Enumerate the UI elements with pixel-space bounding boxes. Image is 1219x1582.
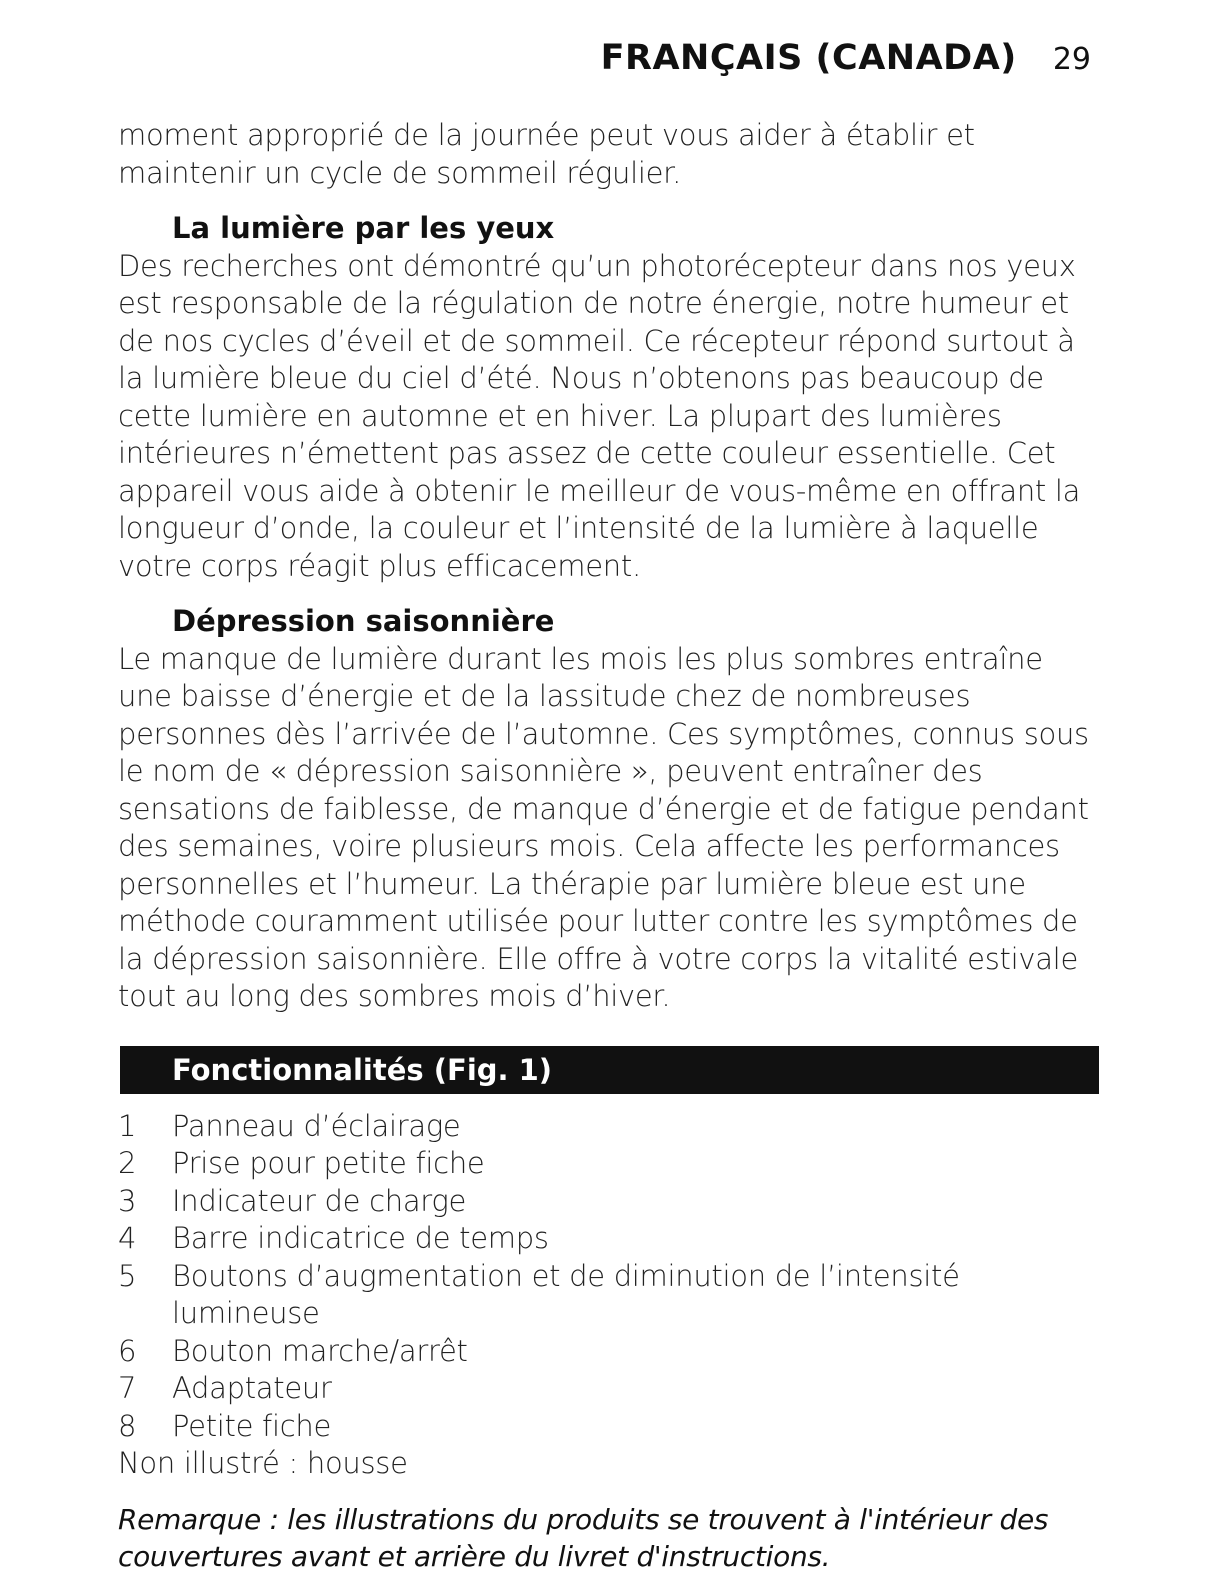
note-text: Remarque : les illustrations du produits se trouvent à l'intérieur des couvertures avant et arrière du livret d'instructions. (118, 1502, 1049, 1573)
list-item (118, 1408, 1093, 1446)
features-heading: Fonctionnalités (Fig. 1) (172, 1052, 553, 1087)
list-item-number: 4 (118, 1221, 137, 1255)
list-item (118, 1258, 1093, 1333)
list-item-label: Bouton marche/arrêt (172, 1333, 468, 1368)
section-paragraph-seasonal-depression: Le manque de lumière durant les mois les plus sombres entraîne une baisse d’énergie et de la lassitude chez de nombreuses personnes dès l’arrivée de l’automne. Ces symptômes, connus sous le nom de « dépression saisonnière », peuvent entraîner des sensations de faiblesse, de manque d’énergie et de fatigue pendant des semaines, voire plusieurs mois. Cela affecte les performances personnelles et l’humeur. La thérapie par lumière bleue est une méthode couramment utilisée pour lutter contre les symptômes de la dépression saisonnière. Elle offre à votre corps la vitalité estivale tout au long des sombres mois d’hiver. (118, 641, 1089, 1013)
list-item (118, 1370, 1093, 1408)
list-item (118, 1333, 1093, 1371)
list-item (118, 1220, 1093, 1258)
list-item-label: Barre indicatrice de temps (172, 1221, 549, 1255)
list-item-number: 2 (118, 1146, 137, 1180)
list-item (118, 1108, 1093, 1146)
page-content (118, 117, 1093, 1576)
list-item-number: 8 (118, 1408, 137, 1443)
list-item-label: Boutons d’augmentation et de diminution de l’intensité lumineuse (172, 1258, 960, 1330)
list-item-number: 7 (118, 1371, 137, 1405)
list-item (118, 1183, 1093, 1221)
list-item-label: Indicateur de charge (172, 1183, 467, 1218)
features-list (118, 1108, 1093, 1446)
list-item (118, 1145, 1093, 1183)
list-item-label: Petite fiche (172, 1408, 331, 1443)
list-item-number: 5 (118, 1258, 137, 1293)
intro-paragraph: moment approprié de la journée peut vous aider à établir et maintenir un cycle de sommeil régulier. (118, 118, 975, 190)
list-item-number: 1 (118, 1108, 137, 1143)
page-title: FRANÇAIS (CANADA) (600, 38, 1017, 78)
section-heading-light-through-eyes: La lumière par les yeux (172, 211, 555, 245)
list-item-label: Panneau d’éclairage (172, 1108, 461, 1143)
features-heading-bar (120, 1046, 1099, 1094)
list-item-number: 6 (118, 1333, 137, 1368)
section-heading-seasonal-depression: Dépression saisonnière (172, 604, 555, 638)
page-number: 29 (1052, 42, 1091, 77)
list-item-label: Prise pour petite fiche (172, 1146, 485, 1180)
not-shown-text: Non illustré : housse (118, 1446, 408, 1480)
page-header (601, 38, 1091, 78)
list-item-label: Adaptateur (172, 1371, 332, 1405)
section-paragraph-light-through-eyes: Des recherches ont démontré qu’un photorécepteur dans nos yeux est responsable de la régulation de notre énergie, notre humeur et de nos cycles d’éveil et de sommeil. Ce récepteur répond surtout à la lumière bleue du ciel d’été. Nous n’obtenons pas beaucoup de cette lumière en automne et en hiver. La plupart des lumières intérieures n’émettent pas assez de cette couleur essentielle. Cet appareil vous aide à obtenir le meilleur de vous-même en offrant la longueur d’onde, la couleur et l’intensité de la lumière à laquelle votre corps réagit plus efficacement. (118, 248, 1081, 583)
list-item-number: 3 (118, 1183, 137, 1218)
